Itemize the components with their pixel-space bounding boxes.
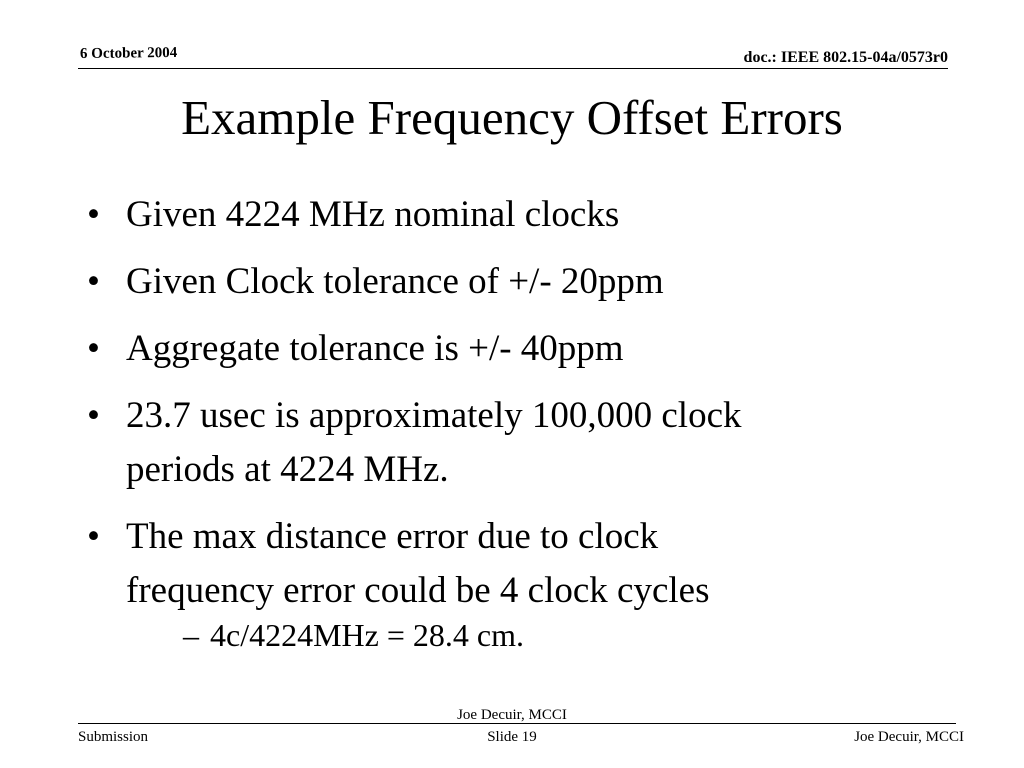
sub-bullet-item [126, 612, 947, 658]
dash-icon: – [183, 617, 199, 653]
bullet-icon: • [87, 328, 100, 369]
footer-author: Joe Decuir, MCCI [854, 729, 964, 745]
bullet-icon: • [87, 261, 100, 302]
footer-slide-number: Slide 19 [487, 729, 537, 745]
footer-divider [78, 723, 956, 724]
bullet-icon: • [87, 395, 100, 436]
footer-author-top: Joe Decuir, MCCI [457, 707, 567, 723]
bullet-item [87, 510, 947, 658]
header-document-id: doc.: IEEE 802.15-04a/0573r0 [743, 49, 948, 66]
bullet-icon: • [87, 194, 100, 235]
sub-bullet-text: 4c/4224MHz = 28.4 cm. [210, 617, 524, 653]
bullet-text-line: frequency error could be 4 clock cycles [126, 570, 710, 611]
bullet-text-line: The max distance error due to clock [126, 516, 659, 557]
bullet-item [87, 322, 947, 376]
bullet-list [87, 188, 947, 671]
header-divider [78, 68, 948, 69]
slide-title: Example Frequency Offset Errors [181, 90, 843, 145]
footer-submission: Submission [78, 729, 149, 745]
bullet-text-line: periods at 4224 MHz. [126, 449, 449, 490]
bullet-text: Given Clock tolerance of +/- 20ppm [126, 261, 664, 302]
bullet-icon: • [87, 516, 100, 557]
bullet-item [87, 188, 947, 242]
bullet-item [87, 255, 947, 309]
bullet-text-line: 23.7 usec is approximately 100,000 clock [126, 395, 742, 436]
bullet-text: Aggregate tolerance is +/- 40ppm [126, 328, 624, 369]
bullet-text: Given 4224 MHz nominal clocks [126, 194, 620, 235]
header-date: 6 October 2004 [79, 44, 178, 62]
bullet-item [87, 389, 947, 497]
